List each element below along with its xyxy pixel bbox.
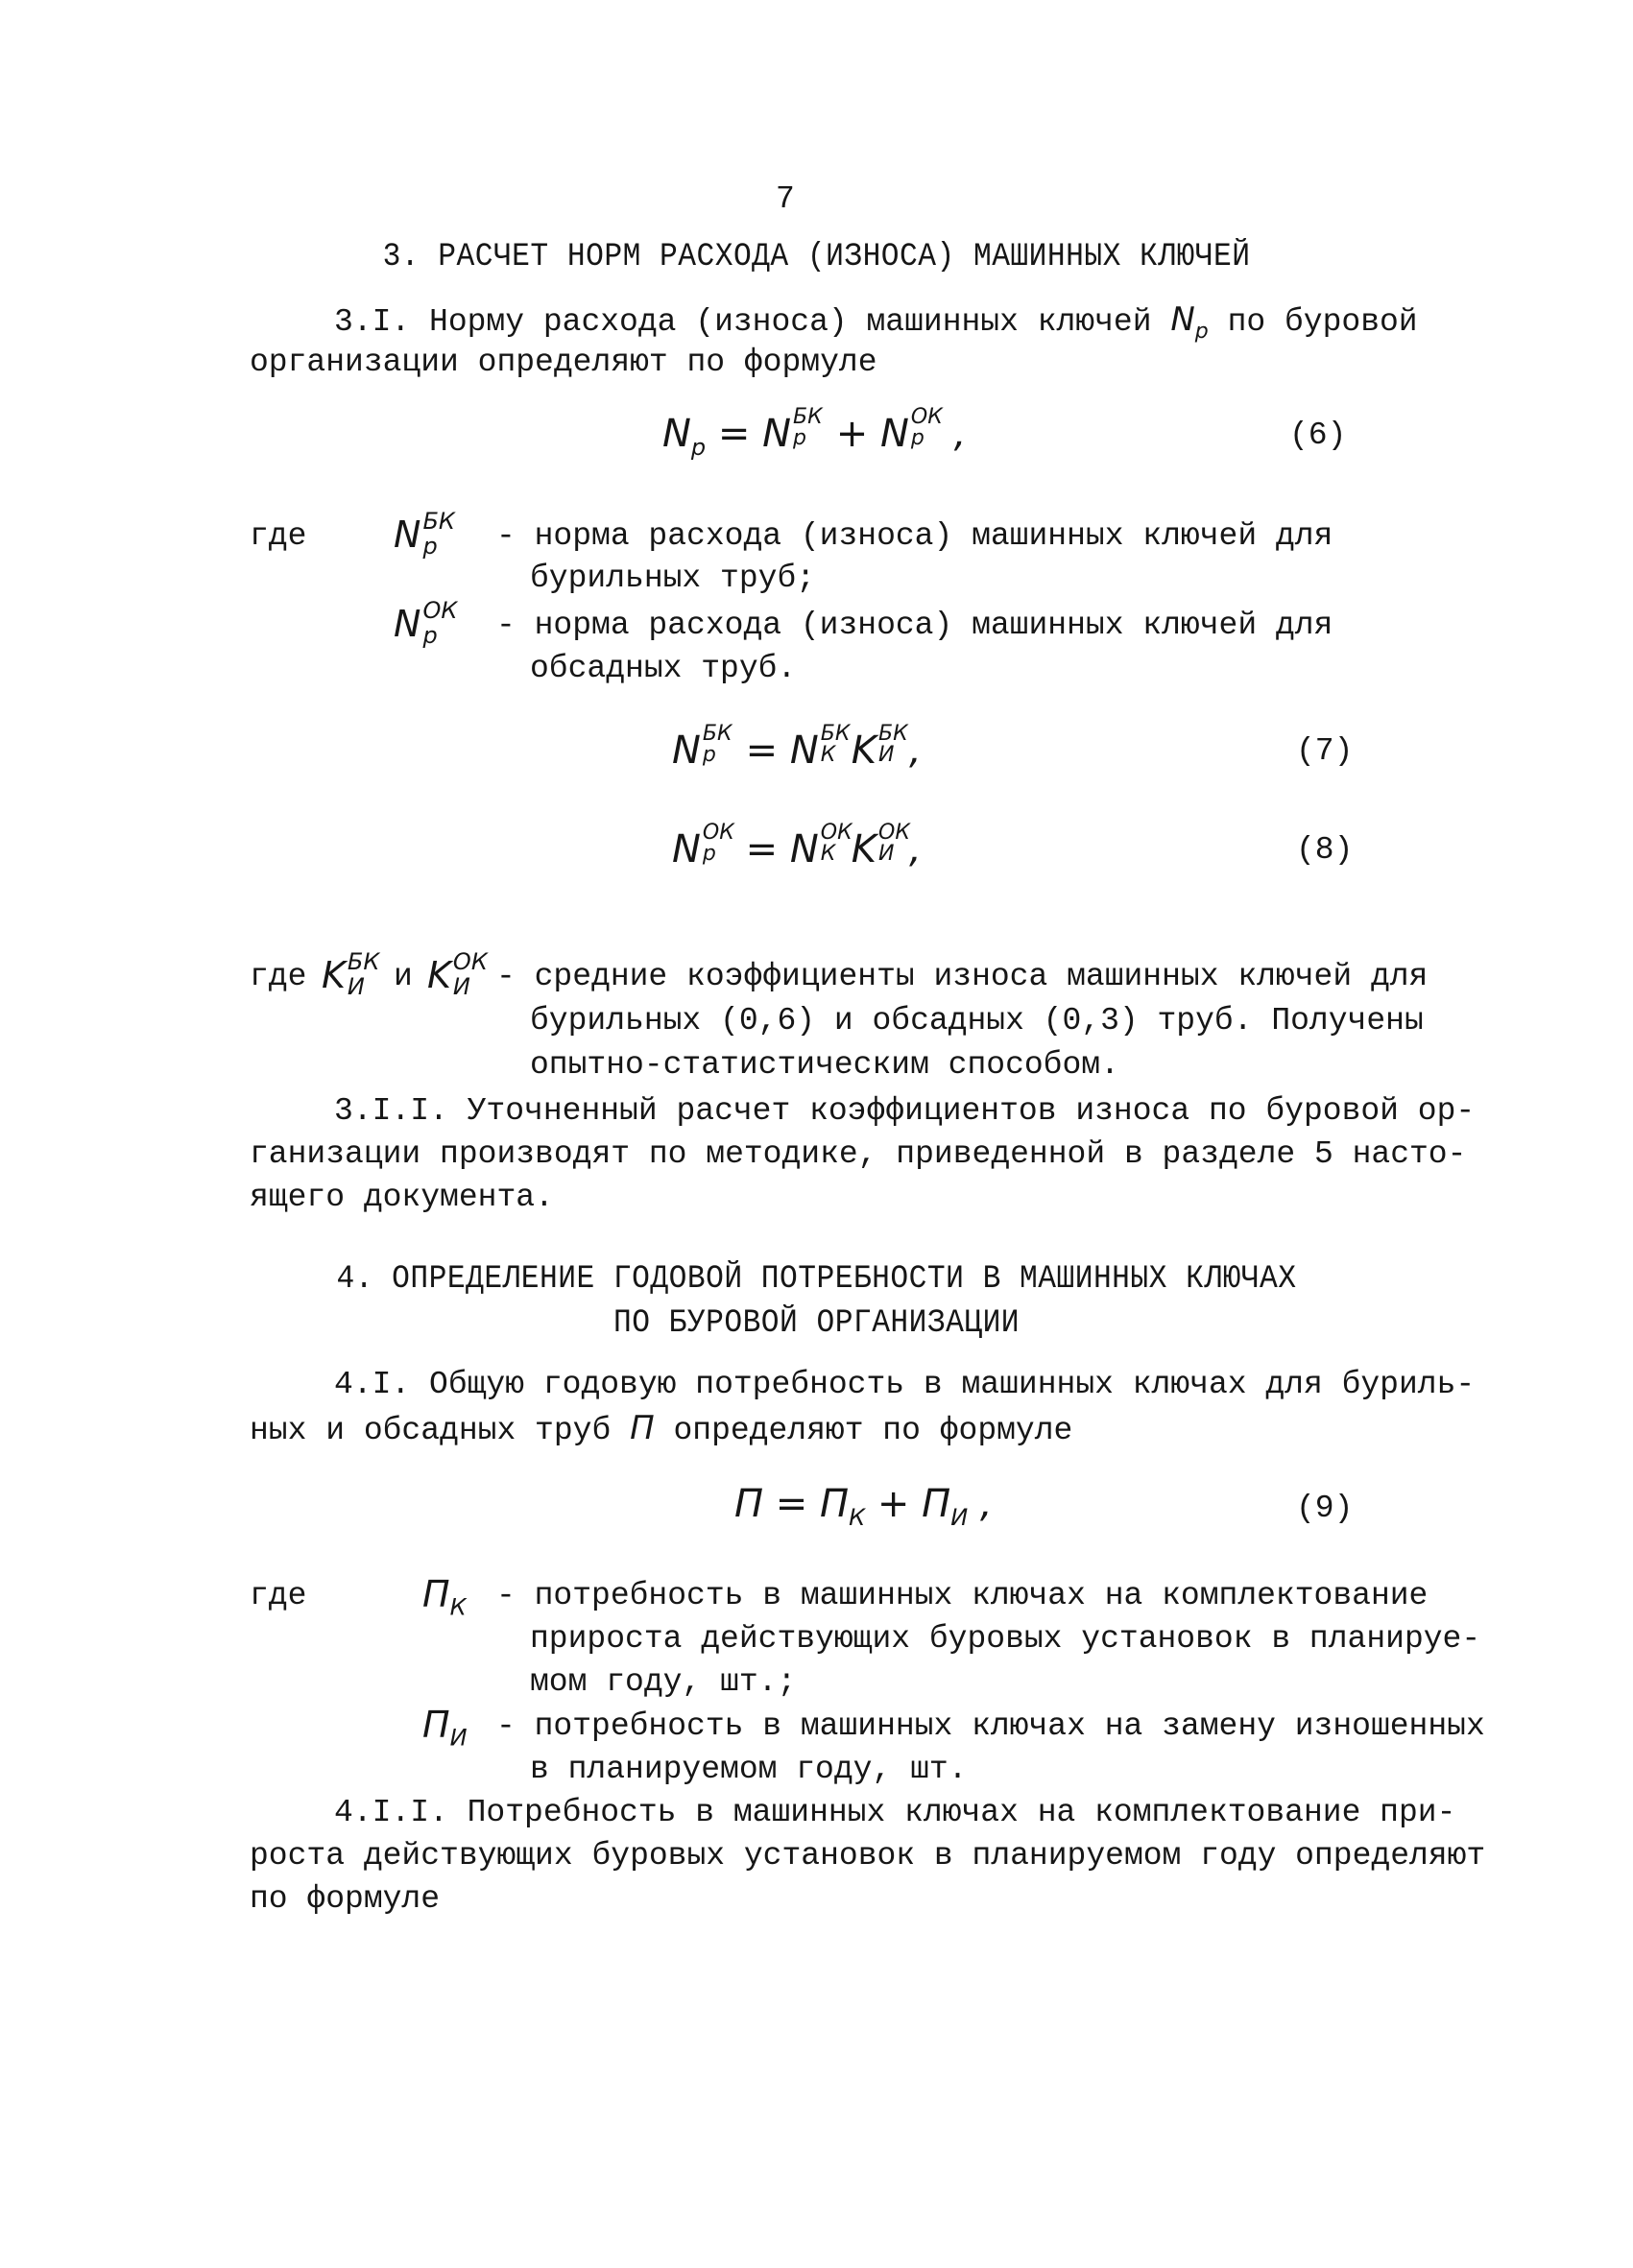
formula-7: N БК р = N БК К K БК И , (672, 722, 922, 773)
definition-2-line-2: обсадных труб. (530, 651, 797, 686)
paragraph-4-1-line-1: 4.I. Общую годовую потребность в машинных ключах для буриль- (334, 1367, 1476, 1402)
paragraph-4-1-1-line-3: по формуле (250, 1881, 441, 1917)
definition-2-line-1: - норма расхода (износа) машинных ключей для (496, 608, 1333, 643)
definition-pk-line-3: мом году, шт.; (530, 1664, 797, 1700)
page-number: 7 (776, 181, 795, 217)
section-4-heading-line-1: 4. ОПРЕДЕЛЕНИЕ ГОДОВОЙ ПОТРЕБНОСТИ В МАШИННЫХ КЛЮЧАХ (336, 1261, 1297, 1298)
where-label-2: где (250, 959, 307, 994)
definition-1-line-1: - норма расхода (износа) машинных ключей для (496, 518, 1333, 554)
definition-pi-line-1: - потребность в машинных ключах на замену изношенных (496, 1708, 1485, 1744)
paragraph-3-1-1-line-1: 3.I.I. Уточненный расчет коэффициентов износа по буровой ор- (334, 1093, 1476, 1129)
and-word: и (394, 959, 413, 994)
section-4-heading-line-2: ПО БУРОВОЙ ОРГАНИЗАЦИИ (612, 1305, 1021, 1342)
paragraph-4-1-1-line-2: роста действующих буровых установок в планируемом году определяют (250, 1838, 1486, 1874)
formula-7-number: (7) (1296, 733, 1354, 769)
paragraph-3-1-1-line-2: ганизации производят по методике, приведенной в разделе 5 насто- (250, 1136, 1467, 1172)
formula-8: N ОК р = N ОК К K ОК И , (672, 821, 922, 871)
paragraph-4-1-1-line-1: 4.I.I. Потребность в машинных ключах на комплектование при- (334, 1795, 1456, 1830)
k-bk-symbol: K БК И (322, 948, 380, 1000)
definition-pk-line-1: - потребность в машинных ключах на комплектование (496, 1578, 1429, 1613)
pk-symbol: $П_К$ (422, 1573, 467, 1621)
definition-pk-line-2: прироста действующих буровых установок в планируе- (530, 1621, 1481, 1657)
formula-6: $N_р = N$ БК р + N ОК р , (662, 405, 967, 461)
p-symbol: П (630, 1409, 655, 1447)
coef-line-3: опытно-статистическим способом. (530, 1047, 1119, 1083)
k-ok-symbol: K ОК И (427, 948, 488, 1000)
pi-symbol: $П_И$ (422, 1704, 468, 1752)
n-bk-symbol: N БК р (394, 508, 455, 560)
definition-1-line-2: бурильных труб; (530, 561, 816, 596)
paragraph-4-1-line-2: ных и обсадных труб П определяют по формуле (250, 1409, 1073, 1448)
definition-pi-line-2: в планируемом году, шт. (530, 1752, 968, 1787)
formula-9-number: (9) (1296, 1491, 1354, 1526)
where-label-1: где (250, 518, 307, 554)
coef-line-2: бурильных (0,6) и обсадных (0,3) труб. Получены (530, 1003, 1424, 1039)
formula-6-number: (6) (1289, 418, 1347, 453)
coef-line-1: - средние коэффициенты износа машинных ключей для (496, 959, 1429, 994)
np-symbol: $N_р$ (1170, 300, 1209, 344)
formula-8-number: (8) (1296, 832, 1354, 868)
paragraph-3-1-line-2: организации определяют по формуле (250, 345, 877, 380)
section-3-heading: 3. РАСЧЕТ НОРМ РАСХОДА (ИЗНОСА) МАШИННЫХ КЛЮЧЕЙ (382, 239, 1251, 275)
formula-9: $П = П_К + П_И$ , (734, 1482, 993, 1531)
n-ok-symbol: N ОК р (394, 597, 458, 649)
paragraph-3-1-1-line-3: ящего документа. (250, 1180, 554, 1215)
where-label-3: где (250, 1578, 307, 1613)
paragraph-3-1-line-1: 3.I. Норму расхода (износа) машинных ключей $N_р$ по буровой (334, 300, 1418, 344)
